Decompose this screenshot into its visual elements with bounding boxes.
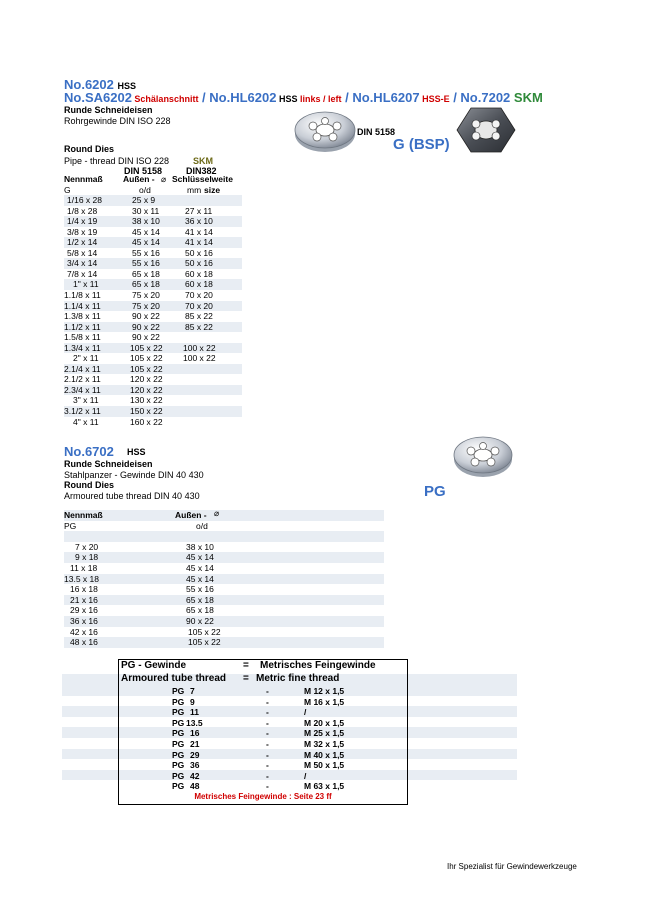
size-cell: 1.1/4 x 11	[64, 300, 101, 311]
col-aussen: Außen -	[175, 510, 207, 520]
metric-thread: M 32 x 1,5	[304, 739, 345, 749]
table-row	[64, 258, 242, 269]
od-cell: 45 x 14	[132, 237, 160, 248]
od-cell: 120 x 22	[130, 374, 163, 385]
diameter-icon: ⌀	[214, 508, 220, 518]
od-cell: 25 x 9	[132, 195, 156, 206]
od-cell: 105 x 22	[130, 342, 163, 353]
size-cell: 13.5 x 18	[64, 573, 99, 584]
pg-prefix: PG	[172, 781, 185, 792]
key-size-cell: 85 x 22	[185, 321, 213, 332]
size-cell: 3" x 11	[73, 395, 99, 406]
od-cell: 30 x 11	[132, 205, 160, 216]
conversion-row	[119, 771, 407, 782]
key-size-cell: 41 x 14	[185, 237, 213, 248]
table-body	[64, 542, 384, 648]
od-cell: 105 x 22	[188, 626, 221, 637]
size-cell: 9 x 18	[75, 552, 99, 563]
col-schluesselweite: Schlüsselweite	[172, 174, 233, 184]
col-od: o/d	[139, 184, 151, 195]
key-size-cell: 60 x 18	[185, 279, 213, 290]
table-row	[64, 627, 384, 638]
col-aussen: Außen -	[123, 174, 155, 184]
size-cell: 2.1/4 x 11	[64, 363, 101, 374]
od-cell: 45 x 14	[186, 562, 214, 573]
conversion-row	[119, 728, 407, 739]
pg-prefix: PG	[172, 739, 185, 749]
pg-prefix: PG	[172, 696, 185, 707]
size-cell: 1.3/4 x 11	[64, 342, 101, 353]
size-cell: 1.1/8 x 11	[64, 290, 101, 301]
variant-segment: /	[198, 90, 210, 105]
metric-thread: /	[304, 707, 307, 718]
table-row	[64, 616, 384, 627]
table-row	[64, 343, 242, 354]
pg-size: 48	[190, 781, 200, 792]
conversion-row	[119, 750, 407, 761]
od-cell: 45 x 14	[132, 226, 160, 237]
pg-size: 36	[190, 760, 200, 771]
footer-slogan: Ihr Spezialist für Gewindewerkzeuge	[447, 862, 577, 871]
size-cell: 3.1/2 x 11	[64, 406, 101, 417]
metric-fine-label: Metric fine thread	[256, 673, 340, 684]
conversion-row	[119, 718, 407, 729]
col-nennmass: Nennmaß	[64, 174, 103, 184]
od-cell: 105 x 22	[188, 637, 221, 648]
key-size-cell: 100 x 22	[183, 353, 216, 364]
size-cell: 36 x 16	[70, 615, 98, 626]
table-row	[64, 322, 242, 333]
variant-segment: Schälanschnitt	[131, 94, 199, 104]
table-row	[64, 395, 242, 406]
variant-segment: links / left	[300, 94, 342, 104]
od-cell: 160 x 22	[130, 416, 163, 427]
od-cell: 90 x 22	[132, 311, 160, 322]
col-g: G	[64, 184, 71, 195]
table-row	[64, 227, 242, 238]
variant-segment: No.SA6202	[64, 90, 132, 105]
dash: -	[266, 770, 269, 781]
table-row	[64, 364, 242, 375]
pg-prefix: PG	[172, 749, 185, 760]
key-size-cell: 70 x 20	[185, 290, 213, 301]
metric-thread: M 20 x 1,5	[304, 717, 345, 728]
dash: -	[266, 728, 269, 739]
od-cell: 75 x 20	[132, 300, 160, 311]
od-cell: 45 x 14	[186, 552, 214, 563]
size-cell: 3/4 x 14	[67, 258, 98, 269]
variant-segment: /	[341, 90, 353, 105]
table-row	[64, 417, 242, 428]
table-row	[64, 605, 384, 616]
equals-sign: =	[243, 660, 249, 671]
metric-thread: M 63 x 1,5	[304, 781, 345, 792]
size-cell: 2" x 11	[73, 353, 99, 364]
size-cell: 1.1/2 x 11	[64, 321, 101, 332]
col-mm: mm	[187, 184, 202, 195]
table-row	[64, 552, 384, 563]
od-cell: 65 x 18	[132, 268, 160, 279]
product-number-6702: No.6702	[64, 444, 114, 459]
pg-conversion-box	[118, 659, 408, 805]
od-cell: 150 x 22	[130, 406, 163, 417]
metric-thread: M 16 x 1,5	[304, 696, 345, 707]
table-row	[64, 332, 242, 343]
din382-col-label: DIN382	[186, 166, 217, 176]
table-row	[64, 269, 242, 280]
table-header-row	[64, 174, 242, 185]
od-cell: 55 x 16	[186, 584, 214, 595]
table-row	[64, 248, 242, 259]
table-row	[64, 237, 242, 248]
od-cell: 55 x 16	[132, 247, 160, 258]
size-cell: 1/2 x 14	[67, 237, 98, 248]
table-spacer-row	[64, 531, 384, 542]
table-header-row	[64, 510, 384, 521]
key-size-cell: 50 x 16	[185, 258, 213, 269]
box-note: Metrisches Feingewinde : Seite 23 ff	[194, 792, 332, 801]
size-cell: 1/4 x 19	[67, 216, 98, 227]
table-row	[64, 563, 384, 574]
dash: -	[266, 707, 269, 718]
dash: -	[266, 686, 269, 696]
pg-die-image	[451, 431, 515, 481]
size-cell: 1/16 x 28	[67, 195, 102, 206]
pg-prefix: PG	[172, 770, 185, 781]
size-cell: 2.3/4 x 11	[64, 384, 101, 395]
pg-size: 11	[190, 707, 199, 718]
table-subheader-row	[64, 521, 384, 532]
pg-size: 7	[190, 686, 195, 696]
table-row	[64, 385, 242, 396]
table-row	[64, 574, 384, 585]
dash: -	[266, 781, 269, 792]
size-cell: 1.3/8 x 11	[64, 311, 101, 322]
od-cell: 90 x 22	[132, 321, 160, 332]
key-size-cell: 70 x 20	[185, 300, 213, 311]
col-size: size	[204, 184, 221, 195]
size-cell: 29 x 16	[70, 605, 98, 616]
conversion-row	[119, 739, 407, 750]
round-die-image	[293, 104, 357, 154]
od-cell: 38 x 10	[132, 216, 160, 227]
metrisches-label: Metrisches Feingewinde	[260, 660, 376, 671]
od-cell: 120 x 22	[130, 384, 163, 395]
din5158-col-label: DIN 5158	[124, 166, 163, 176]
table-body	[64, 195, 242, 427]
size-cell: 1.5/8 x 11	[64, 332, 101, 343]
key-size-cell: 60 x 18	[185, 268, 213, 279]
product-variants-line	[64, 90, 543, 105]
material-label-6702: HSS	[127, 447, 146, 457]
size-cell: 21 x 16	[70, 594, 98, 605]
size-cell: 1" x 11	[73, 279, 99, 290]
size-cell: 5/8 x 14	[67, 247, 98, 258]
pipe-thread-label: Pipe - thread DIN ISO 228	[64, 156, 170, 166]
conversion-row	[119, 760, 407, 771]
od-cell: 75 x 20	[132, 290, 160, 301]
dash: -	[266, 717, 269, 728]
table-row	[64, 595, 384, 606]
od-cell: 45 x 14	[186, 573, 214, 584]
subtitle-rohr: Rohrgewinde DIN ISO 228	[64, 116, 171, 126]
armoured-tube-label: Armoured tube thread	[121, 673, 227, 684]
conversion-row	[119, 686, 407, 697]
variant-segment: SKM	[510, 90, 543, 105]
equals-sign: =	[243, 673, 249, 684]
table-row	[64, 637, 384, 648]
size-cell: 1/8 x 28	[67, 205, 98, 216]
table-row	[64, 406, 242, 417]
pg-size: 16	[190, 728, 200, 739]
round-dies-label: Round Dies	[64, 144, 115, 154]
od-cell: 65 x 18	[186, 605, 214, 616]
pg-prefix: PG	[172, 686, 185, 696]
armoured-label: Armoured tube thread DIN 40 430	[64, 491, 200, 501]
round-dies-label-2: Round Dies	[64, 480, 115, 490]
metric-thread: M 50 x 1,5	[304, 760, 345, 771]
od-cell: 55 x 16	[132, 258, 160, 269]
key-size-cell: 50 x 16	[185, 247, 213, 258]
material-label: HSS	[117, 81, 137, 91]
table-row	[64, 195, 242, 206]
table-row	[64, 374, 242, 385]
table-row	[64, 216, 242, 227]
pg-prefix: PG	[172, 760, 185, 771]
pg-size: 42	[190, 770, 200, 781]
col-od: o/d	[196, 520, 208, 531]
table-row	[64, 542, 384, 553]
pg-label: PG	[424, 483, 446, 500]
pg-size: 29	[190, 749, 200, 760]
dash: -	[266, 739, 269, 749]
variant-segment: No.7202	[460, 90, 511, 105]
size-cell: 11 x 18	[70, 562, 98, 573]
col-nennmass: Nennmaß	[64, 510, 103, 520]
subtitle-runde-2: Runde Schneideisen	[64, 459, 153, 469]
diameter-icon: ⌀	[161, 174, 167, 184]
subtitle-runde: Runde Schneideisen	[64, 105, 153, 115]
pg-size: 21	[190, 739, 200, 749]
key-size-cell: 27 x 11	[185, 205, 213, 216]
hex-die-image	[455, 104, 517, 156]
table-row	[64, 584, 384, 595]
metric-thread: M 40 x 1,5	[304, 749, 345, 760]
od-cell: 90 x 22	[186, 615, 214, 626]
size-cell: 42 x 16	[70, 626, 98, 637]
pg-prefix: PG	[172, 728, 185, 739]
size-cell: 2.1/2 x 11	[64, 374, 101, 385]
dash: -	[266, 760, 269, 771]
variant-segment: No.HL6207	[352, 90, 420, 105]
table-row	[64, 353, 242, 364]
table-subheader-row	[64, 185, 242, 196]
key-size-cell: 85 x 22	[185, 311, 213, 322]
din-5158-label: DIN 5158	[357, 127, 396, 137]
od-cell: 105 x 22	[130, 353, 163, 364]
size-cell: 7 x 20	[75, 541, 99, 552]
pg-size-table	[64, 510, 384, 648]
od-cell: 38 x 10	[186, 541, 214, 552]
col-pg: PG	[64, 520, 77, 531]
size-cell: 7/8 x 14	[67, 268, 98, 279]
od-cell: 65 x 18	[186, 594, 214, 605]
dash: -	[266, 749, 269, 760]
key-size-cell: 100 x 22	[183, 342, 216, 353]
metric-thread: M 25 x 1,5	[304, 728, 345, 739]
conversion-row	[119, 707, 407, 718]
table-row	[64, 279, 242, 290]
conversion-row	[119, 697, 407, 708]
key-size-cell: 41 x 14	[185, 226, 213, 237]
size-cell: 4" x 11	[73, 416, 99, 427]
od-cell: 105 x 22	[130, 363, 163, 374]
pg-size: 13.5	[186, 717, 203, 728]
variant-segment: /	[449, 90, 461, 105]
od-cell: 130 x 22	[130, 395, 163, 406]
variant-segment: HSS	[276, 94, 300, 104]
pg-size: 9	[190, 696, 195, 707]
table-row	[64, 301, 242, 312]
bsp-size-table	[64, 174, 242, 427]
variant-segment: No.HL6202	[209, 90, 277, 105]
table-row	[64, 311, 242, 322]
product-number: No.6202	[64, 77, 114, 92]
metric-thread: /	[304, 770, 307, 781]
key-size-cell: 36 x 10	[185, 216, 213, 227]
size-cell: 3/8 x 19	[67, 226, 98, 237]
conversion-row	[119, 781, 407, 792]
size-cell: 16 x 18	[70, 584, 98, 595]
pg-gewinde-label: PG - Gewinde	[121, 660, 187, 671]
subtitle-stahl: Stahlpanzer - Gewinde DIN 40 430	[64, 470, 204, 480]
g-bsp-label: G (BSP)	[393, 136, 450, 153]
od-cell: 65 x 18	[132, 279, 160, 290]
dash: -	[266, 696, 269, 707]
pg-prefix: PG	[172, 707, 185, 718]
pg-prefix: PG	[172, 717, 185, 728]
variant-segment: HSS-E	[419, 94, 450, 104]
skm-label: SKM	[193, 156, 213, 166]
size-cell: 48 x 16	[70, 637, 98, 648]
table-row	[64, 206, 242, 217]
table-row	[64, 290, 242, 301]
metric-thread: M 12 x 1,5	[304, 686, 345, 696]
od-cell: 90 x 22	[132, 332, 160, 343]
